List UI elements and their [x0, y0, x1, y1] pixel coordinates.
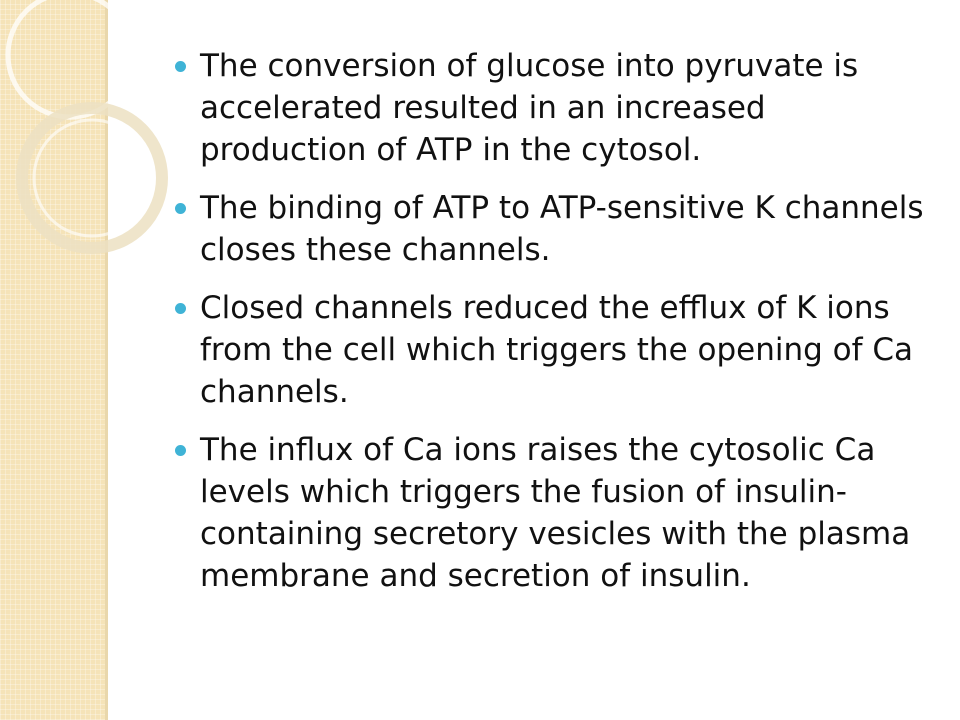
decorative-circle-inner: [34, 120, 150, 236]
decorative-circles: [0, 0, 120, 320]
bullet-item: [175, 287, 935, 413]
bullet-item: [175, 187, 935, 271]
bullet-text: Closed channels reduced the efflux of K ions from the cell which triggers the opening of Ca channels.: [200, 290, 914, 410]
bullet-dot-icon: [175, 445, 186, 456]
bullet-item: [175, 45, 935, 171]
bullet-text: The conversion of glucose into pyruvate is accelerated resulted in an increased production of ATP in the cytosol.: [200, 48, 859, 168]
bullet-text: The influx of Ca ions raises the cytosolic Ca levels which triggers the fusion of insulin-containing secretory vesicles with the plasma membrane and secretion of insulin.: [200, 432, 911, 594]
bullet-list: [175, 45, 935, 597]
bullet-item: [175, 429, 935, 597]
bullet-dot-icon: [175, 61, 186, 72]
bullet-dot-icon: [175, 303, 186, 314]
decorative-circle-large: [8, 0, 132, 117]
bullet-text: The binding of ATP to ATP-sensitive K channels closes these channels.: [200, 190, 924, 268]
bullet-dot-icon: [175, 203, 186, 214]
decorative-circle-medium: [22, 108, 162, 248]
slide-content: [175, 45, 935, 613]
